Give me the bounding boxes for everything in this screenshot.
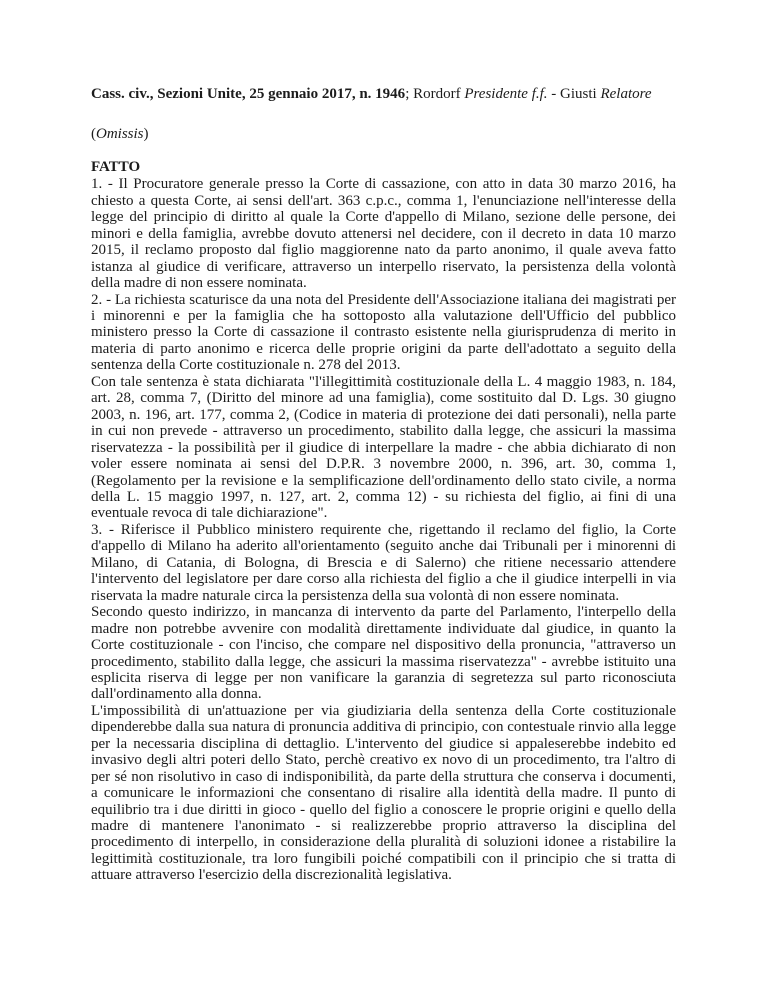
omissis-note xyxy=(91,126,676,142)
paragraph-4: 3. - Riferisce il Pubblico ministero requirente che, rigettando il reclamo del figlio, la Corte d'appello di Milano ha aderito all'orientamento (seguito anche dai Tribunali per i minorenni di Milano, di Catania, di Bologna, di Brescia e di Salerno) che ritiene necessario attendere l'intervento del legislatore per dare corso alla richiesta del figlio a che il giudice interpelli in via riservata la madre naturale circa la persistenza della sua volontà di non essere nominata. xyxy=(91,521,676,604)
omissis-open-paren: ( xyxy=(91,126,96,143)
paragraph-5: Secondo questo indirizzo, in mancanza di intervento da parte del Parlamento, l'interpello della madre non potrebbe avvenire con modalità direttamente individuate dal giudice, in quanto la Corte costituzionale - con l'inciso, che compare nel dispositivo della pronuncia, "attraverso un procedimento, stabilito dalla legge, che assicuri la massima riservatezza" - avrebbe istituito una esplicita riserva di legge per non vanificare la garanzia di segretezza sul parto riconosciuta dall'ordinamento alla donna. xyxy=(91,604,676,703)
names-connector: - xyxy=(547,86,561,102)
paragraph-2: 2. - La richiesta scaturisce da una nota del Presidente dell'Associazione italiana dei magistrati per i minorenni e per la famiglia che ha sottoposto alla valutazione dell'Ufficio del pubblico ministero presso la Corte di cassazione il contrasto esistente nella giurisprudenza di merito in materia di parto anonimo e ricerca delle proprie origini da parte dell'adottato a seguito della sentenza della Corte costituzionale n. 278 del 2013. xyxy=(91,291,676,374)
president-title: Presidente f.f. xyxy=(464,86,548,102)
paragraph-3: Con tale sentenza è stata dichiarata "l'illegittimità costituzionale della L. 4 maggio 1983, n. 184, art. 28, comma 7, (Diritto del minore ad una famiglia), come sostituito dal D. Lgs. 30 giugno 2003, n. 196, art. 177, comma 2, (Codice in materia di protezione dei dati personali), nella parte in cui non prevede - attraverso un procedimento, stabilito dalla legge, che assicuri la massima riservatezza - la possibilità per il giudice di interpellare la madre - che abbia dichiarato di non voler essere nominata ai sensi del D.P.R. 3 novembre 2000, n. 396, art. 30, comma 1, (Regolamento per la revisione e la semplificazione dell'ordinamento dello stato civile, a norma della L. 15 maggio 1997, n. 127, art. 2, comma 12) - su richiesta del figlio, ai fini di una eventuale revoca di tale dichiarazione". xyxy=(91,373,676,522)
relator-name: Giusti xyxy=(560,86,601,102)
fatto-body xyxy=(91,176,676,883)
paragraph-1: 1. - Il Procuratore generale presso la Corte di cassazione, con atto in data 30 marzo 2016, ha chiesto a questa Corte, ai sensi dell'art. 363 c.p.c., comma 1, l'enunciazione nell'interesse della legge del principio di diritto al quale la Corte d'appello di Milano, sezione delle persone, dei minori e della famiglia, avrebbe dovuto attenersi nel decidere, con il decreto in data 10 marzo 2015, il reclamo proposto dal figlio maggiorenne nato da parto anonimo, il quale aveva fatto istanza al giudice di verificare, attraverso un interpello riservato, la persistenza della volontà della madre di non essere nominata. xyxy=(91,176,676,292)
president-name: Rordorf xyxy=(413,86,465,102)
case-citation xyxy=(91,86,676,102)
omissis-word: Omissis xyxy=(96,126,144,143)
case-citation-separator: ; xyxy=(405,86,414,102)
omissis-close-paren: ) xyxy=(143,126,149,143)
paragraph-6: L'impossibilità di un'attuazione per via giudiziaria della sentenza della Corte costituzionale dipenderebbe dalla sua natura di pronuncia additiva di principio, con contestuale rinvio alla legge per la necessaria disciplina di dettaglio. L'intervento del giudice si appaleserebbe indebito ed invasivo degli altri poteri dello Stato, perchè creativo ex novo di un procedimento, tra l'altro di per sé non risolutivo in caso di indisponibilità, da parte della struttura che conserva i documenti, a comunicare le informazioni che consentano di risalire alla identità della madre. Il punto di equilibrio tra i due diritti in gioco - quello del figlio a conoscere le proprie origini e quello della madre di mantenere l'anonimato - si realizzerebbe proprio attraverso la disciplina del procedimento di interpello, in considerazione della pluralità di soluzioni idonee a ristabilire la legittimità costituzionale, tra loro fungibili poiché compatibili con il principio che si tratta di attuare attraverso l'esercizio della discrezionalità legislativa. xyxy=(91,702,676,884)
section-heading-fatto: FATTO xyxy=(91,158,141,175)
relator-title: Relatore xyxy=(600,86,652,102)
case-citation-main: Cass. civ., Sezioni Unite, 25 gennaio 2017, n. 1946 xyxy=(91,86,406,102)
